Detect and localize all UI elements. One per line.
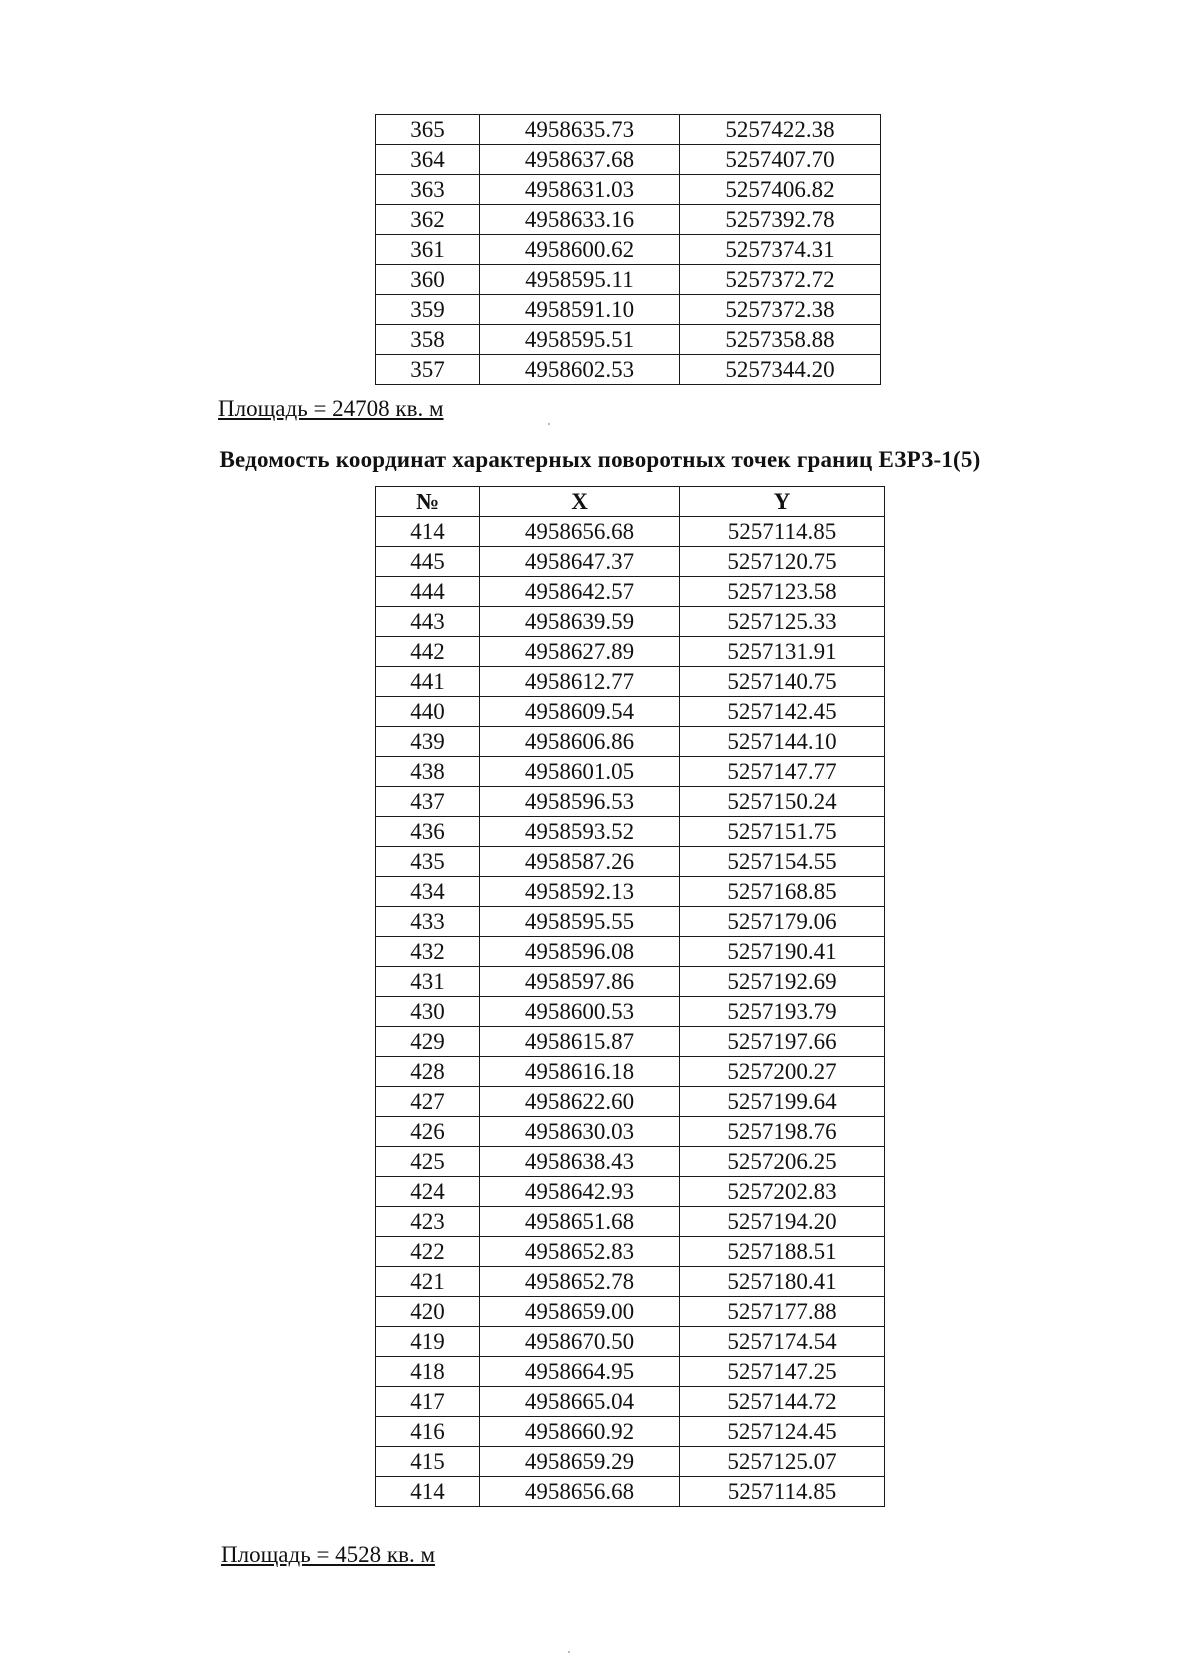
table-row <box>376 667 885 697</box>
table-row <box>376 1177 885 1207</box>
x-coordinate-cell: 4958600.62 <box>480 235 680 265</box>
x-coordinate-cell: 4958587.26 <box>480 847 680 877</box>
x-coordinate-cell: 4958633.16 <box>480 205 680 235</box>
table-row <box>376 205 881 235</box>
x-coordinate-cell: 4958595.51 <box>480 325 680 355</box>
point-number-cell: 441 <box>376 667 480 697</box>
table-row <box>376 817 885 847</box>
point-number-cell: 428 <box>376 1057 480 1087</box>
y-coordinate-cell: 5257154.55 <box>680 847 885 877</box>
y-coordinate-cell: 5257147.25 <box>680 1357 885 1387</box>
point-number-cell: 431 <box>376 967 480 997</box>
coordinates-table-continued <box>375 114 881 385</box>
point-number-cell: 439 <box>376 727 480 757</box>
x-coordinate-cell: 4958659.00 <box>480 1297 680 1327</box>
point-number-cell: 361 <box>376 235 480 265</box>
table-row <box>376 1117 885 1147</box>
table-header-row <box>376 487 885 517</box>
x-coordinate-cell: 4958630.03 <box>480 1117 680 1147</box>
table-row <box>376 355 881 385</box>
table-row <box>376 145 881 175</box>
table-row <box>376 1027 885 1057</box>
point-number-cell: 365 <box>376 115 480 145</box>
point-number-cell: 424 <box>376 1177 480 1207</box>
scan-speck <box>548 423 550 425</box>
y-coordinate-cell: 5257174.54 <box>680 1327 885 1357</box>
point-number-cell: 425 <box>376 1147 480 1177</box>
area-label: Площадь = 24708 кв. м <box>218 396 444 421</box>
table-row <box>376 1087 885 1117</box>
point-number-cell: 414 <box>376 517 480 547</box>
point-number-cell: 363 <box>376 175 480 205</box>
y-coordinate-cell: 5257180.41 <box>680 1267 885 1297</box>
x-coordinate-cell: 4958670.50 <box>480 1327 680 1357</box>
point-number-cell: 432 <box>376 937 480 967</box>
x-coordinate-cell: 4958642.57 <box>480 577 680 607</box>
table-row <box>376 577 885 607</box>
point-number-cell: 438 <box>376 757 480 787</box>
table-row <box>376 757 885 787</box>
point-number-cell: 416 <box>376 1417 480 1447</box>
table-row <box>376 1297 885 1327</box>
y-coordinate-cell: 5257202.83 <box>680 1177 885 1207</box>
point-number-cell: 436 <box>376 817 480 847</box>
x-coordinate-cell: 4958660.92 <box>480 1417 680 1447</box>
y-coordinate-cell: 5257114.85 <box>680 517 885 547</box>
y-coordinate-cell: 5257194.20 <box>680 1207 885 1237</box>
point-number-cell: 440 <box>376 697 480 727</box>
point-number-cell: 359 <box>376 295 480 325</box>
table-row <box>376 997 885 1027</box>
table-row <box>376 1267 885 1297</box>
table-row <box>376 1477 885 1507</box>
point-number-cell: 357 <box>376 355 480 385</box>
x-coordinate-cell: 4958659.29 <box>480 1447 680 1477</box>
section-title: Ведомость координат характерных поворотных точек границ ЕЗРЗ-1(5) <box>219 447 981 472</box>
y-coordinate-cell: 5257147.77 <box>680 757 885 787</box>
table-row <box>376 325 881 355</box>
point-number-cell: 444 <box>376 577 480 607</box>
x-coordinate-cell: 4958597.86 <box>480 967 680 997</box>
point-number-cell: 415 <box>376 1447 480 1477</box>
x-coordinate-cell: 4958591.10 <box>480 295 680 325</box>
table-row <box>376 1207 885 1237</box>
x-coordinate-cell: 4958665.04 <box>480 1387 680 1417</box>
y-coordinate-cell: 5257200.27 <box>680 1057 885 1087</box>
y-coordinate-cell: 5257192.69 <box>680 967 885 997</box>
table-row <box>376 1057 885 1087</box>
x-coordinate-cell: 4958593.52 <box>480 817 680 847</box>
y-coordinate-cell: 5257422.38 <box>680 115 881 145</box>
x-coordinate-cell: 4958615.87 <box>480 1027 680 1057</box>
point-number-cell: 358 <box>376 325 480 355</box>
table-row <box>376 1387 885 1417</box>
x-coordinate-cell: 4958596.53 <box>480 787 680 817</box>
x-coordinate-cell: 4958642.93 <box>480 1177 680 1207</box>
y-coordinate-cell: 5257372.72 <box>680 265 881 295</box>
x-coordinate-cell: 4958602.53 <box>480 355 680 385</box>
x-coordinate-cell: 4958609.54 <box>480 697 680 727</box>
y-coordinate-cell: 5257406.82 <box>680 175 881 205</box>
y-coordinate-cell: 5257150.24 <box>680 787 885 817</box>
y-coordinate-cell: 5257151.75 <box>680 817 885 847</box>
point-number-cell: 437 <box>376 787 480 817</box>
point-number-cell: 360 <box>376 265 480 295</box>
y-coordinate-cell: 5257358.88 <box>680 325 881 355</box>
table-row <box>376 697 885 727</box>
point-number-cell: 445 <box>376 547 480 577</box>
x-coordinate-cell: 4958656.68 <box>480 517 680 547</box>
x-coordinate-cell: 4958664.95 <box>480 1357 680 1387</box>
scan-speck <box>568 1651 570 1653</box>
point-number-cell: 417 <box>376 1387 480 1417</box>
table-row <box>376 1447 885 1477</box>
x-coordinate-cell: 4958595.11 <box>480 265 680 295</box>
y-coordinate-cell: 5257140.75 <box>680 667 885 697</box>
point-number-cell: 429 <box>376 1027 480 1057</box>
x-coordinate-cell: 4958635.73 <box>480 115 680 145</box>
table-row <box>376 607 885 637</box>
point-number-cell: 423 <box>376 1207 480 1237</box>
table-row <box>376 877 885 907</box>
x-coordinate-cell: 4958612.77 <box>480 667 680 697</box>
table-row <box>376 937 885 967</box>
point-number-cell: 418 <box>376 1357 480 1387</box>
point-number-cell: 433 <box>376 907 480 937</box>
table-row <box>376 1417 885 1447</box>
y-coordinate-cell: 5257179.06 <box>680 907 885 937</box>
header-point-number: № <box>376 487 480 517</box>
point-number-cell: 414 <box>376 1477 480 1507</box>
y-coordinate-cell: 5257125.33 <box>680 607 885 637</box>
y-coordinate-cell: 5257142.45 <box>680 697 885 727</box>
y-coordinate-cell: 5257344.20 <box>680 355 881 385</box>
table-row <box>376 547 885 577</box>
table-row <box>376 1237 885 1267</box>
x-coordinate-cell: 4958601.05 <box>480 757 680 787</box>
point-number-cell: 421 <box>376 1267 480 1297</box>
y-coordinate-cell: 5257374.31 <box>680 235 881 265</box>
header-y: Y <box>680 487 885 517</box>
y-coordinate-cell: 5257144.10 <box>680 727 885 757</box>
x-coordinate-cell: 4958652.83 <box>480 1237 680 1267</box>
header-x: X <box>480 487 680 517</box>
table-row <box>376 175 881 205</box>
table-row <box>376 787 885 817</box>
y-coordinate-cell: 5257198.76 <box>680 1117 885 1147</box>
point-number-cell: 442 <box>376 637 480 667</box>
x-coordinate-cell: 4958631.03 <box>480 175 680 205</box>
coordinates-table-ezrz <box>375 486 885 1507</box>
y-coordinate-cell: 5257199.64 <box>680 1087 885 1117</box>
table-row <box>376 265 881 295</box>
table-row <box>376 1327 885 1357</box>
table-row <box>376 907 885 937</box>
x-coordinate-cell: 4958600.53 <box>480 997 680 1027</box>
x-coordinate-cell: 4958592.13 <box>480 877 680 907</box>
x-coordinate-cell: 4958651.68 <box>480 1207 680 1237</box>
x-coordinate-cell: 4958595.55 <box>480 907 680 937</box>
x-coordinate-cell: 4958639.59 <box>480 607 680 637</box>
y-coordinate-cell: 5257193.79 <box>680 997 885 1027</box>
point-number-cell: 426 <box>376 1117 480 1147</box>
y-coordinate-cell: 5257392.78 <box>680 205 881 235</box>
y-coordinate-cell: 5257372.38 <box>680 295 881 325</box>
x-coordinate-cell: 4958616.18 <box>480 1057 680 1087</box>
x-coordinate-cell: 4958627.89 <box>480 637 680 667</box>
point-number-cell: 422 <box>376 1237 480 1267</box>
y-coordinate-cell: 5257206.25 <box>680 1147 885 1177</box>
y-coordinate-cell: 5257120.75 <box>680 547 885 577</box>
x-coordinate-cell: 4958637.68 <box>480 145 680 175</box>
x-coordinate-cell: 4958652.78 <box>480 1267 680 1297</box>
x-coordinate-cell: 4958656.68 <box>480 1477 680 1507</box>
table-row <box>376 847 885 877</box>
y-coordinate-cell: 5257131.91 <box>680 637 885 667</box>
table-row <box>376 235 881 265</box>
point-number-cell: 434 <box>376 877 480 907</box>
y-coordinate-cell: 5257190.41 <box>680 937 885 967</box>
table-row <box>376 727 885 757</box>
point-number-cell: 435 <box>376 847 480 877</box>
point-number-cell: 430 <box>376 997 480 1027</box>
table-row <box>376 967 885 997</box>
table-row <box>376 1357 885 1387</box>
y-coordinate-cell: 5257123.58 <box>680 577 885 607</box>
y-coordinate-cell: 5257144.72 <box>680 1387 885 1417</box>
table-row <box>376 637 885 667</box>
x-coordinate-cell: 4958638.43 <box>480 1147 680 1177</box>
point-number-cell: 362 <box>376 205 480 235</box>
point-number-cell: 420 <box>376 1297 480 1327</box>
table-row <box>376 295 881 325</box>
point-number-cell: 443 <box>376 607 480 637</box>
table-row <box>376 517 885 547</box>
point-number-cell: 364 <box>376 145 480 175</box>
table-row <box>376 1147 885 1177</box>
y-coordinate-cell: 5257168.85 <box>680 877 885 907</box>
x-coordinate-cell: 4958622.60 <box>480 1087 680 1117</box>
y-coordinate-cell: 5257125.07 <box>680 1447 885 1477</box>
y-coordinate-cell: 5257407.70 <box>680 145 881 175</box>
y-coordinate-cell: 5257188.51 <box>680 1237 885 1267</box>
y-coordinate-cell: 5257114.85 <box>680 1477 885 1507</box>
point-number-cell: 427 <box>376 1087 480 1117</box>
x-coordinate-cell: 4958647.37 <box>480 547 680 577</box>
y-coordinate-cell: 5257124.45 <box>680 1417 885 1447</box>
area-label: Площадь = 4528 кв. м <box>221 1542 436 1567</box>
y-coordinate-cell: 5257177.88 <box>680 1297 885 1327</box>
y-coordinate-cell: 5257197.66 <box>680 1027 885 1057</box>
x-coordinate-cell: 4958596.08 <box>480 937 680 967</box>
x-coordinate-cell: 4958606.86 <box>480 727 680 757</box>
point-number-cell: 419 <box>376 1327 480 1357</box>
table-row <box>376 115 881 145</box>
